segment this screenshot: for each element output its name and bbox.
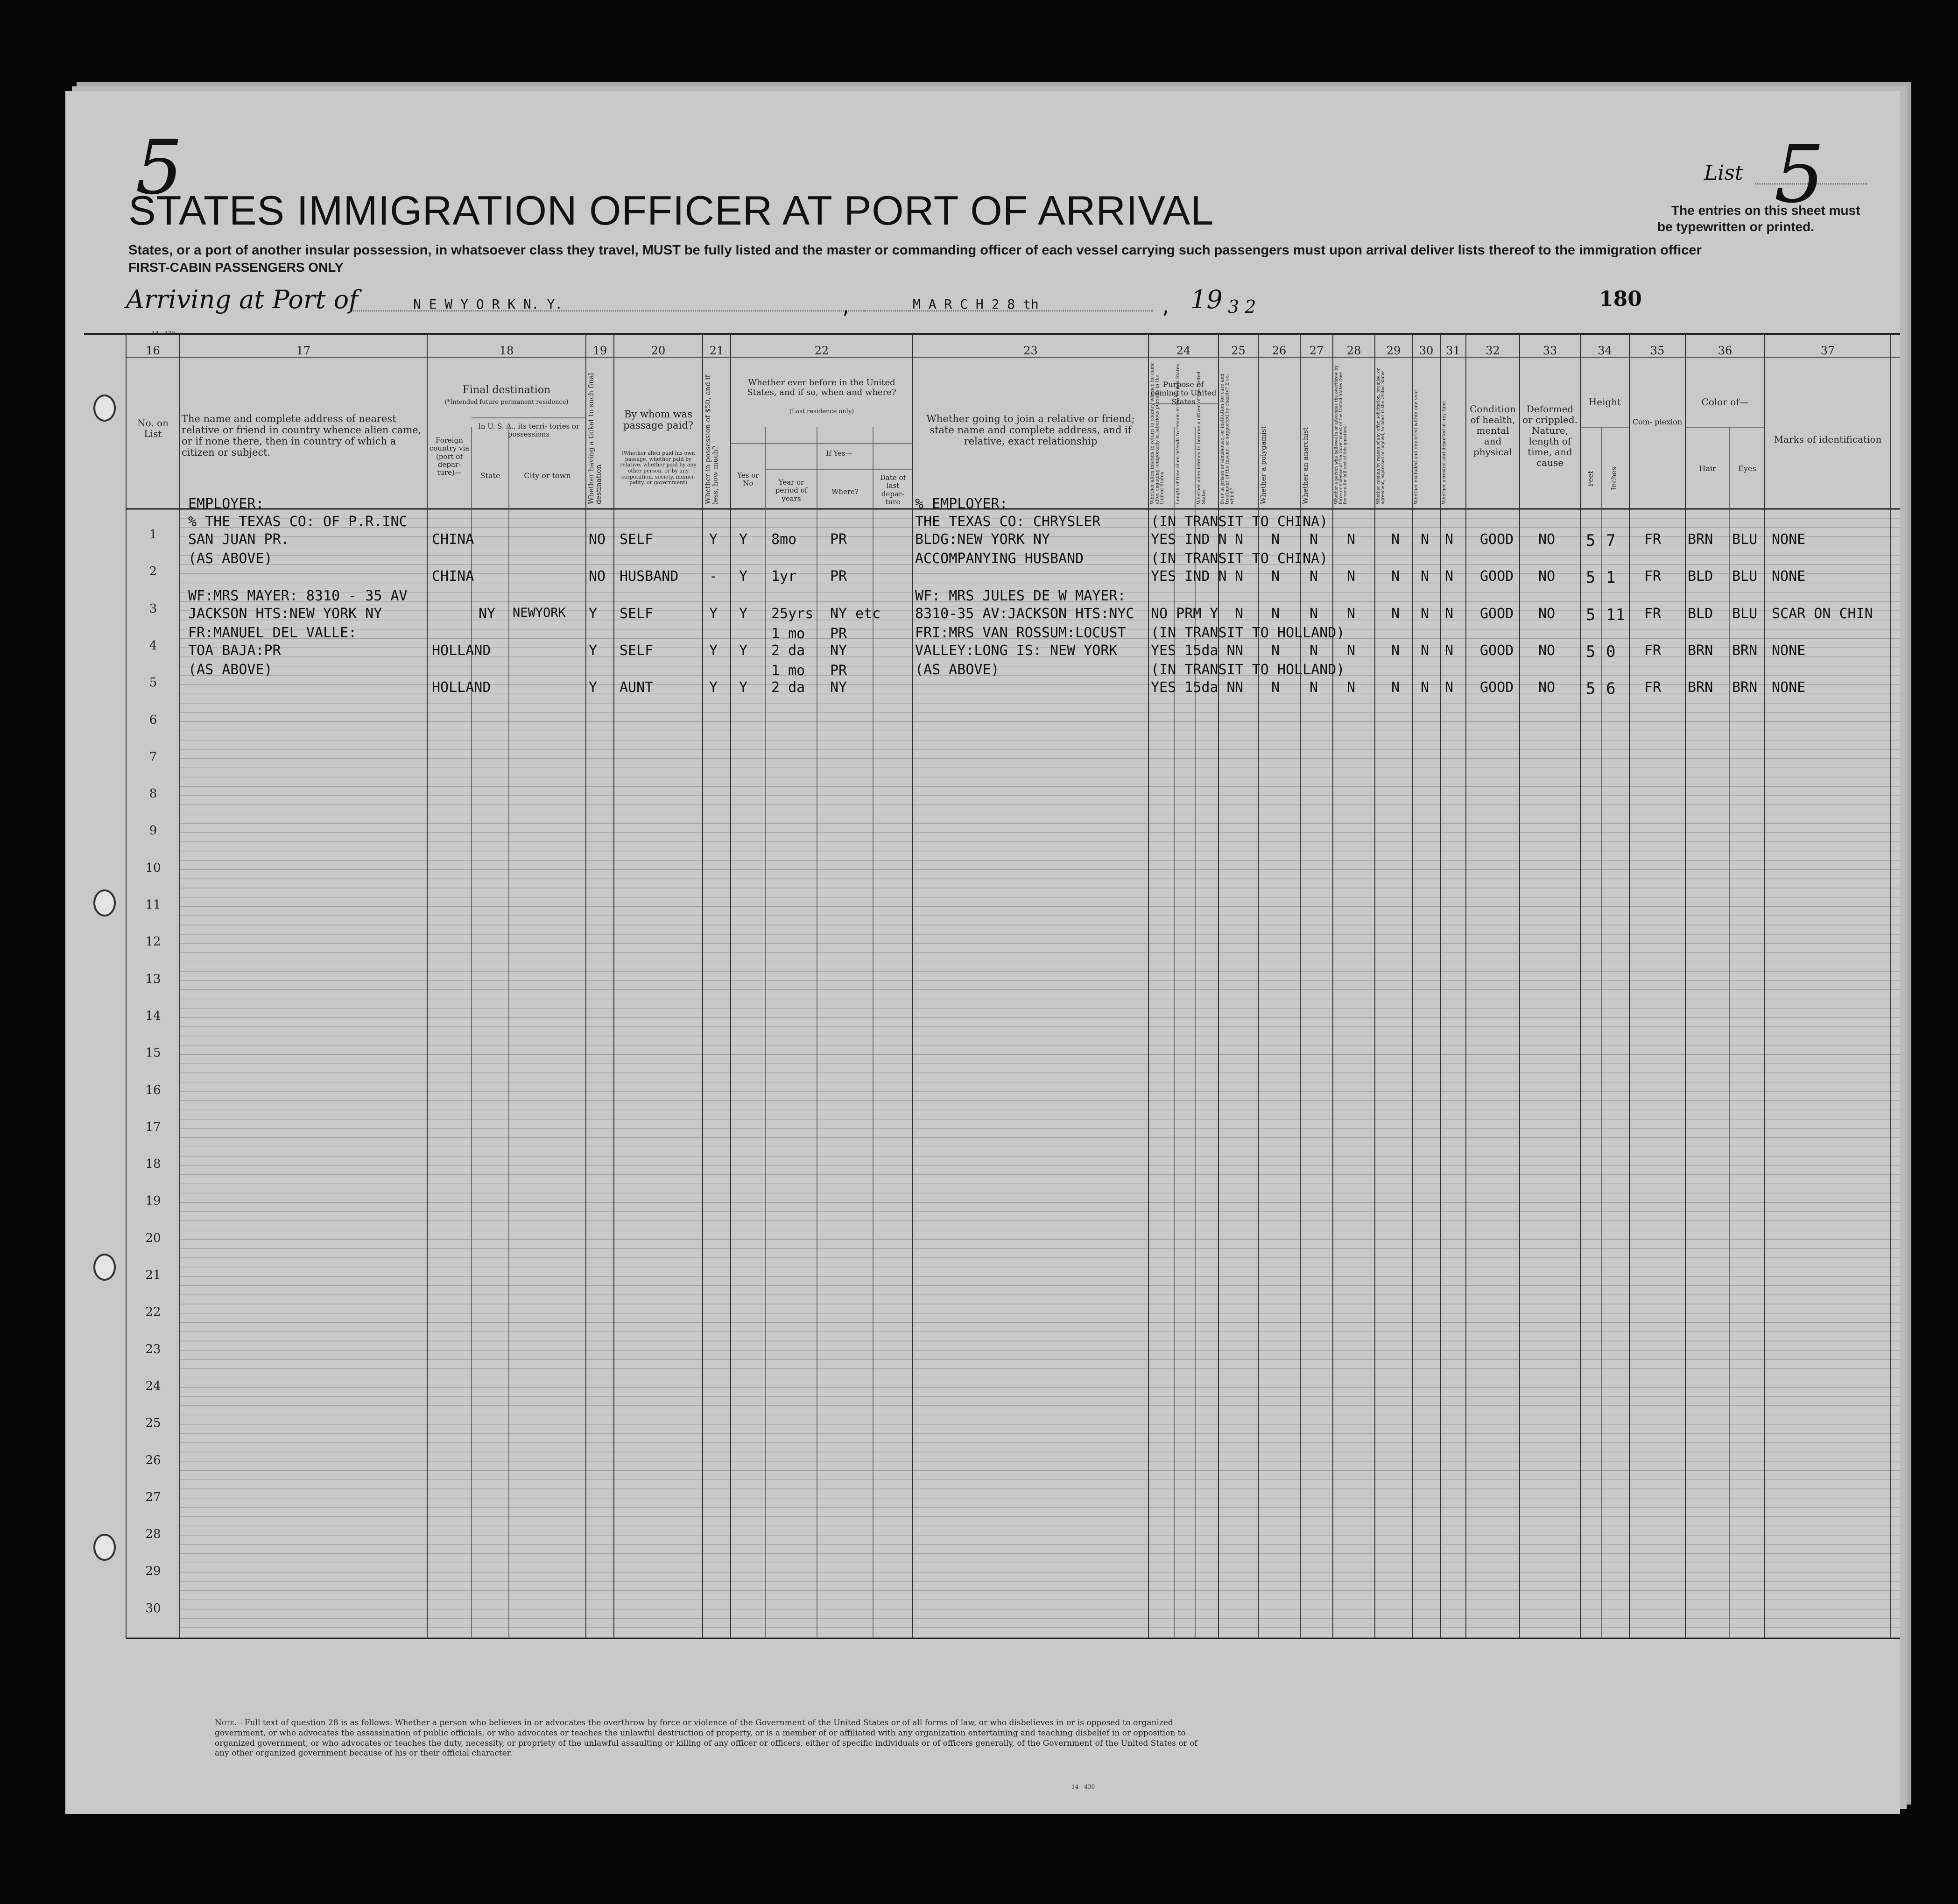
header-deformed: Deformed or crippled. Nature, length of time, and cause	[1522, 403, 1578, 468]
join-relative: WF: MRS JULES DE W MAYER:	[915, 587, 1126, 604]
arrested: N	[1445, 531, 1454, 548]
height-feet: 5	[1586, 531, 1596, 550]
column-number: 21	[709, 344, 724, 357]
identification-marks: SCAR ON CHIN	[1772, 605, 1873, 622]
column-number: 25	[1231, 344, 1246, 357]
header-arrested: Whether arrested and deported at any time	[1442, 401, 1447, 504]
row-number: 3	[149, 601, 157, 616]
purpose-values: YES 15da N	[1151, 679, 1235, 696]
overthrow: N	[1347, 679, 1356, 696]
column-number: 33	[1542, 344, 1557, 357]
header-intends-citizen: Whether alien intends to become a citizen of the United States	[1197, 371, 1207, 504]
excluded: N	[1421, 642, 1430, 659]
before-where: PR	[830, 568, 847, 585]
purpose-transit: (IN TRANSIT TO HOLLAND)	[1151, 662, 1345, 678]
fifty-dollars: Y	[709, 679, 718, 696]
relative-address: (AS ABOVE)	[188, 662, 273, 678]
prison: N	[1235, 642, 1244, 659]
header-color-of: Color of—	[1701, 396, 1749, 408]
prison: N	[1235, 531, 1244, 548]
complexion: FR	[1644, 679, 1662, 696]
height-feet: 5	[1586, 642, 1596, 661]
offer-labor: N	[1391, 642, 1400, 659]
first-cabin-label: FIRST-CABIN PASSENGERS ONLY	[128, 260, 344, 275]
anarchist: N	[1310, 531, 1318, 548]
relative-address: % THE TEXAS CO: OF P.R.INC	[188, 514, 408, 530]
arriving-label: Arriving at Port of	[126, 285, 359, 314]
column-number: 34	[1598, 344, 1612, 357]
purpose-values: NO PRM Y	[1151, 605, 1218, 622]
paid-by: SELF	[620, 605, 654, 622]
header-inches: Inches	[1610, 466, 1618, 491]
row-number: 11	[145, 898, 161, 912]
header-city: City or town	[524, 471, 571, 480]
relative-address: EMPLOYER:	[188, 496, 264, 512]
year-suffix: 3 2	[1228, 296, 1256, 317]
header-going-to-join: Whether going to join a relative or friend; state name and complete address, and if relative, exact relationship	[926, 413, 1135, 447]
join-relative: FRI:MRS VAN ROSSUM:LOCUST	[915, 624, 1126, 641]
before-where: NY	[830, 642, 847, 659]
paid-by: AUNT	[620, 679, 654, 696]
column-number: 18	[499, 344, 514, 357]
row-number: 12	[145, 935, 161, 949]
header-anarchist: Whether an anarchist	[1301, 427, 1310, 504]
deformed: NO	[1538, 642, 1556, 659]
complexion: FR	[1644, 531, 1662, 548]
row-number: 21	[145, 1268, 161, 1282]
row-number: 26	[145, 1453, 161, 1467]
header-complexion: Com- plexion	[1632, 417, 1683, 426]
form-code-bottom: 14—430	[1071, 1784, 1095, 1790]
before-where: NY	[830, 679, 847, 696]
excluded: N	[1421, 605, 1430, 622]
header-subtitle: States, or a port of another insular possession, in whatsoever class they travel, MUST be fully listed and the master or commanding officer of each vessel carrying such passengers must upon arrival deliver lists thereof to the immigration officer	[128, 243, 1702, 258]
eyes: BLU	[1732, 531, 1758, 548]
anarchist: N	[1310, 642, 1318, 659]
fifty-dollars: Y	[709, 531, 718, 548]
polygamist: N	[1271, 568, 1280, 585]
before-yes-no: Y	[739, 568, 748, 585]
height-inches: 7	[1606, 531, 1616, 550]
foreign-country: CHINA	[432, 531, 474, 548]
paid-by: SELF	[620, 531, 654, 548]
polygamist: N	[1271, 679, 1280, 696]
join-relative: BLDG:NEW YORK NY	[915, 531, 1050, 548]
polygamist: N	[1271, 605, 1280, 622]
row-number: 1	[149, 528, 157, 542]
before-period-a: 1 mo	[771, 625, 805, 642]
column-number: 26	[1272, 344, 1287, 357]
row-number: 18	[145, 1157, 161, 1171]
excluded: N	[1421, 679, 1430, 696]
entries-note-line1: The entries on this sheet must	[1671, 203, 1860, 218]
anarchist: N	[1310, 679, 1318, 696]
hair: BRN	[1688, 642, 1713, 659]
header-polygamist: Whether a polygamist	[1259, 426, 1268, 504]
header-condition-health: Condition of health, mental and physical	[1470, 403, 1516, 458]
column-number: 36	[1718, 344, 1733, 357]
join-relative: VALLEY:LONG IS: NEW YORK	[915, 642, 1118, 659]
ticket: NO	[589, 568, 606, 585]
row-number: 10	[145, 860, 161, 875]
polygamist: N	[1271, 531, 1280, 548]
header-prison: Ever in prison or almshouse, or institution for care and treatment of the insane, or supported by charity? If so, which?	[1220, 373, 1235, 504]
overthrow: N	[1347, 568, 1356, 585]
hair: BLD	[1688, 568, 1713, 585]
overthrow: N	[1347, 531, 1356, 548]
row-number: 19	[145, 1194, 161, 1208]
header-in-usa: In U. S. A., its terri- tories or possessions	[478, 422, 580, 439]
header-fifty-dollars: Whether in possession of $50, and if less, how much?	[704, 374, 719, 504]
overthrow: N	[1347, 642, 1356, 659]
offer-labor: N	[1391, 679, 1400, 696]
row-number: 17	[145, 1120, 161, 1134]
column-number: 35	[1650, 344, 1665, 357]
row-number: 13	[145, 972, 161, 986]
polygamist: N	[1271, 642, 1280, 659]
footnote-lead: Note.	[215, 1718, 237, 1728]
eyes: BLU	[1732, 605, 1758, 622]
height-inches: 1	[1606, 568, 1616, 587]
header-purpose: Purpose of coming to United States	[1150, 380, 1217, 406]
date-value: M A R C H 2 8 th	[913, 296, 1039, 312]
before-where: NY etc	[830, 605, 881, 622]
before-period: 1yr	[771, 568, 797, 585]
header-foreign-country: Foreign country via (port of depar- ture)—	[429, 436, 470, 477]
header-state: State	[480, 471, 500, 480]
header-final-destination: Final destination	[462, 384, 551, 396]
header-hair: Hair	[1699, 464, 1716, 473]
ticket: Y	[589, 605, 598, 622]
header-year: Year or period of years	[775, 478, 808, 503]
row-number: 29	[145, 1564, 161, 1579]
header-intends-return: Whether alien intends to return to country whence he came after engaging temporarily in laborious pursuits in the United States	[1150, 362, 1165, 504]
row-number: 14	[145, 1008, 161, 1023]
column-number: 29	[1386, 344, 1401, 357]
binder-hole	[93, 1534, 116, 1561]
identification-marks: NONE	[1772, 679, 1806, 696]
join-relative: ACCOMPANYING HUSBAND	[915, 550, 1084, 567]
relative-address: FR:MANUEL DEL VALLE:	[188, 624, 357, 641]
height-inches: 6	[1606, 679, 1616, 698]
binder-hole	[93, 395, 116, 422]
anarchist: N	[1310, 605, 1318, 622]
purpose-transit: (IN TRANSIT TO CHINA)	[1151, 550, 1328, 567]
anarchist: N	[1310, 568, 1318, 585]
eyes: BLU	[1732, 568, 1758, 585]
before-period: 25yrs	[771, 605, 814, 622]
column-number: 22	[814, 344, 829, 357]
purpose-values: YES 15da N	[1151, 642, 1235, 659]
header-excluded: Whether excluded and deported within one year	[1414, 389, 1419, 504]
column-number: 17	[296, 344, 311, 357]
before-period: 2 da	[771, 642, 805, 659]
health: GOOD	[1480, 568, 1514, 585]
column-number: 28	[1346, 344, 1361, 357]
purpose-values: YES IND N	[1151, 568, 1227, 585]
hair: BLD	[1688, 605, 1713, 622]
purpose-values: YES IND N	[1151, 531, 1227, 548]
binder-hole	[93, 889, 116, 917]
header-ticket: Whether having a ticket to such final destination	[587, 373, 603, 504]
row-number: 15	[145, 1046, 161, 1060]
row-number: 16	[145, 1083, 161, 1097]
row-number: 28	[145, 1527, 161, 1542]
header-eyes: Eyes	[1738, 464, 1756, 473]
city: NEWYORK	[513, 605, 566, 620]
column-number: 27	[1309, 344, 1324, 357]
join-relative: THE TEXAS CO: CHRYSLER	[915, 514, 1101, 530]
prison: N	[1235, 605, 1244, 622]
table-overlay	[65, 91, 1900, 1814]
row-number: 4	[149, 638, 157, 653]
relative-address: (AS ABOVE)	[188, 550, 273, 567]
form-code-top: 14—430	[152, 330, 176, 337]
relative-address: WF:MRS MAYER: 8310 - 35 AV	[188, 587, 408, 604]
row-number: 20	[145, 1231, 161, 1245]
prison: N	[1235, 568, 1244, 585]
deformed: NO	[1538, 605, 1556, 622]
relative-address: TOA BAJA:PR	[188, 642, 281, 659]
header-if-yes: If Yes—	[826, 449, 852, 458]
row-number: 25	[145, 1416, 161, 1431]
row-number: 27	[145, 1490, 161, 1504]
before-yes-no: Y	[739, 605, 748, 622]
comma: ,	[840, 296, 852, 318]
join-relative: % EMPLOYER:	[915, 496, 1008, 512]
list-label: List	[1704, 161, 1743, 185]
column-number: 20	[651, 344, 666, 357]
header-offer-to-labor: Whether coming by reason of any offer, solicitation, promise, or agreement, expressed or implied, to labor in the United States	[1376, 368, 1386, 504]
column-number: 32	[1486, 344, 1500, 357]
deformed: NO	[1538, 679, 1556, 696]
arrested: N	[1445, 642, 1454, 659]
header-final-destination-note: (*Intended future permanent residence)	[444, 399, 569, 406]
column-number: 31	[1446, 344, 1460, 357]
height-feet: 5	[1586, 605, 1596, 624]
purpose-transit: (IN TRANSIT TO CHINA)	[1151, 514, 1328, 530]
row-number: 23	[145, 1342, 161, 1356]
before-period-a: 1 mo	[771, 663, 805, 679]
foreign-country: CHINA	[432, 568, 474, 585]
deformed: NO	[1538, 531, 1556, 548]
header-height: Height	[1588, 396, 1621, 408]
paid-by: SELF	[620, 642, 654, 659]
fifty-dollars: Y	[709, 605, 718, 622]
column-number: 30	[1419, 344, 1434, 357]
relative-address: SAN JUAN PR.	[188, 531, 289, 548]
header-passage-note: (Whether alien paid his own passage, whether paid by relative, whether paid by any other person, or by any corporation, society, munici- pality, or government)	[620, 450, 697, 486]
before-where-a: PR	[830, 663, 847, 679]
complexion: FR	[1644, 605, 1662, 622]
header-nearest-relative: The name and complete address of nearest relative or friend in country whence alien came, or if none there, then in country of which a citizen or subject.	[182, 413, 422, 458]
relative-address: JACKSON HTS:NEW YORK NY	[188, 605, 382, 622]
row-number: 8	[149, 787, 157, 801]
header-passage-paid: By whom was passage paid?	[623, 409, 693, 431]
before-yes-no: Y	[739, 531, 748, 548]
foreign-country: HOLLAND	[432, 679, 491, 696]
sheet-number: 180	[1599, 287, 1642, 311]
list-number: 5	[1774, 128, 1825, 221]
before-period: 8mo	[771, 531, 797, 548]
eyes: BRN	[1732, 679, 1758, 696]
arrested: N	[1445, 605, 1454, 622]
identification-marks: NONE	[1772, 642, 1806, 659]
foreign-country: HOLLAND	[432, 642, 491, 659]
header-feet: Feet	[1586, 471, 1595, 487]
before-period: 2 da	[771, 679, 805, 696]
before-yes-no: Y	[739, 642, 748, 659]
row-number: 5	[149, 676, 157, 690]
row-number: 30	[145, 1601, 161, 1615]
footnote-text: —Full text of question 28 is as follows: Whether a person who believes in or advocates the overthrow by force or violence of the Government of the United States or of all forms of law, or who disbelieves in or is opposed to organized government, or who advocates the assassination of public officials, or who advocates or teaches the unlawful destruction of property, or is a member of or affiliated with any organization entertaining and teaching disbelief in or opposition to organized government, or who advocates or teaches the duty, necessity, or propriety of the unlawful assaulting or killing of any officer or officers, either of specific individuals or of officers generally, of the Government of the United States or of any other organized government because of his or their official character.	[215, 1718, 1197, 1758]
identification-marks: NONE	[1772, 531, 1806, 548]
hair: BRN	[1688, 531, 1713, 548]
paid-by: HUSBAND	[620, 568, 679, 585]
offer-labor: N	[1391, 568, 1400, 585]
row-number: 9	[149, 824, 157, 838]
height-feet: 5	[1586, 679, 1596, 698]
health: GOOD	[1480, 531, 1514, 548]
before-where-a: PR	[830, 625, 847, 642]
ticket: Y	[589, 679, 598, 696]
health: GOOD	[1480, 605, 1514, 622]
port-value: N E W Y O R K N. Y.	[413, 296, 563, 312]
page-title: STATES IMMIGRATION OFFICER AT PORT OF ARRIVAL	[128, 187, 1214, 233]
column-number: 37	[1820, 344, 1835, 357]
ticket: Y	[589, 642, 598, 659]
height-feet: 5	[1586, 568, 1596, 587]
join-relative: (AS ABOVE)	[915, 662, 1000, 678]
height-inches: 11	[1606, 605, 1625, 624]
health: GOOD	[1480, 679, 1514, 696]
hair: BRN	[1688, 679, 1713, 696]
header-yes-or-no: Yes or No	[737, 471, 759, 488]
row-number: 22	[145, 1305, 161, 1319]
header-ever-before-note: (Last residence only)	[789, 408, 854, 415]
header-no-on-list: No. on List	[137, 417, 169, 439]
identification-marks: NONE	[1772, 568, 1806, 585]
complexion: FR	[1644, 568, 1662, 585]
arrested: N	[1445, 568, 1454, 585]
purpose-transit: (IN TRANSIT TO HOLLAND)	[1151, 624, 1345, 641]
column-number: 24	[1176, 344, 1191, 357]
health: GOOD	[1480, 642, 1514, 659]
entries-note-line2: be typewritten or printed.	[1657, 219, 1815, 234]
year-prefix: 19	[1190, 285, 1223, 314]
ticket: NO	[589, 531, 606, 548]
row-number: 24	[145, 1379, 161, 1393]
prison: N	[1235, 679, 1244, 696]
complexion: FR	[1644, 642, 1662, 659]
header-marks: Marks of identification	[1774, 434, 1882, 445]
overthrow: N	[1347, 605, 1356, 622]
header-date-departure: Date of last depar- ture	[880, 473, 906, 506]
offer-labor: N	[1391, 605, 1400, 622]
comma2: ,	[1160, 296, 1172, 318]
deformed: NO	[1538, 568, 1556, 585]
column-number: 19	[592, 344, 607, 357]
fifty-dollars: Y	[709, 642, 718, 659]
header-ever-before: Whether ever before in the United States, and if so, when and where?	[747, 378, 896, 397]
arrested: N	[1445, 679, 1454, 696]
height-inches: 0	[1606, 642, 1616, 661]
header-length-of-time: Length of time alien intends to remain in the United States	[1176, 364, 1181, 504]
fifty-dollars: -	[709, 568, 718, 585]
excluded: N	[1421, 531, 1430, 548]
eyes: BRN	[1732, 642, 1758, 659]
row-number: 6	[149, 712, 157, 727]
row-number: 7	[149, 749, 157, 764]
excluded: N	[1421, 568, 1430, 585]
column-number: 16	[146, 344, 160, 357]
before-yes-no: Y	[739, 679, 748, 696]
row-number: 2	[149, 564, 157, 579]
handwritten-page-number: 5	[135, 124, 183, 211]
before-where: PR	[830, 531, 847, 548]
column-number: 23	[1023, 344, 1038, 357]
manifest-sheet	[65, 91, 1900, 1814]
header-overthrow: Whether a person who believes in or advocates the overthrow by force or violence of the Government of the United States (See footnote for full text of this question)	[1334, 365, 1348, 504]
header-where: Where?	[831, 487, 859, 496]
binder-hole	[93, 1254, 116, 1281]
offer-labor: N	[1391, 531, 1400, 548]
state: NY	[479, 605, 496, 622]
join-relative: 8310-35 AV:JACKSON HTS:NYC	[915, 605, 1134, 622]
footnote	[215, 1718, 1204, 1759]
